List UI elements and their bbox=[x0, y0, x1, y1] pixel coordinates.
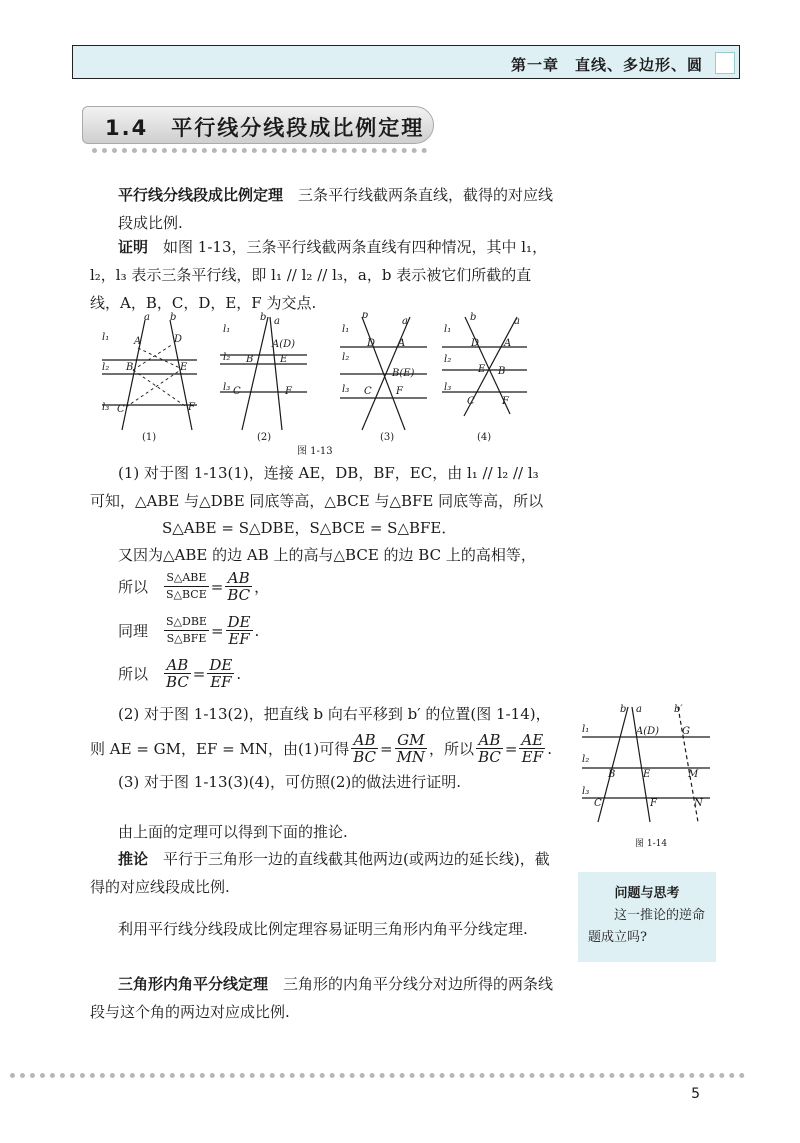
theorem-name: 平行线分线段成比例定理 bbox=[118, 186, 284, 204]
svg-text:l₁: l₁ bbox=[444, 324, 452, 335]
svg-text:l₃: l₃ bbox=[102, 402, 110, 413]
fraction-de-over-ef-2: $\frac{DE}{EF}$ bbox=[209, 656, 233, 691]
svg-text:A: A bbox=[134, 336, 142, 347]
fig13-subcaptions bbox=[142, 432, 491, 443]
svg-text:B: B bbox=[608, 769, 616, 780]
svg-text:a: a bbox=[402, 316, 408, 327]
figure-1-14-caption: 图 1-14 bbox=[635, 839, 668, 849]
svg-text:(2): (2) bbox=[257, 432, 272, 443]
svg-text:N: N bbox=[694, 798, 703, 809]
svg-text:M: M bbox=[688, 769, 699, 780]
svg-text:A: A bbox=[504, 338, 512, 349]
proof-label: 证明 bbox=[118, 238, 149, 256]
svg-text:l₁: l₁ bbox=[102, 332, 110, 343]
svg-text:l₁: l₁ bbox=[582, 724, 590, 735]
svg-text:C: C bbox=[467, 396, 475, 407]
svg-text:b: b bbox=[260, 312, 267, 323]
svg-text:l₃: l₃ bbox=[582, 786, 590, 797]
fraction-s-abe-over-s-bce: $\frac{\text{S△ABE}}{\text{S△BCE}}$ bbox=[166, 571, 207, 601]
svg-text:l₃: l₃ bbox=[342, 384, 350, 395]
corollary-label: 推论 bbox=[118, 850, 149, 868]
bisector-theorem-text: 三角形的内角平分线分对边所得的两条线段与这个角的两边对应成比例. bbox=[90, 975, 554, 1021]
page-number: 5 bbox=[691, 1086, 700, 1102]
svg-text:C: C bbox=[594, 798, 602, 809]
bisector-theorem-name: 三角形内角平分线定理 bbox=[118, 975, 269, 993]
part1-paragraph bbox=[90, 459, 556, 515]
theorem-text: 三条平行线截两条直线，截得的对应线段成比例. bbox=[118, 186, 554, 232]
svg-text:F: F bbox=[502, 396, 509, 407]
svg-text:B: B bbox=[498, 366, 506, 377]
svg-text:B(E): B(E) bbox=[392, 368, 415, 379]
svg-text:E: E bbox=[280, 354, 288, 365]
svg-text:a: a bbox=[636, 704, 642, 715]
sidebox-title: 问题与思考 bbox=[614, 886, 680, 901]
svg-text:b: b bbox=[362, 312, 369, 321]
svg-text:E: E bbox=[478, 364, 486, 375]
svg-text:b: b bbox=[170, 312, 177, 323]
svg-text:A(D): A(D) bbox=[272, 339, 296, 350]
section-title: 1.4 平行线分线段成比例定理 bbox=[105, 116, 425, 140]
svg-text:B: B bbox=[126, 362, 134, 373]
svg-text:a: a bbox=[274, 316, 280, 327]
corollary-paragraph bbox=[90, 845, 556, 901]
proof-intro-text: 如图 1-13，三条平行线截两条直线有四种情况，其中 l₁，l₂，l₃ 表示三条平行线，即 l₁ // l₂ // l₃，a，b 表示被它们所截的直线，A，B，C，D，E，F 为交点. bbox=[90, 238, 548, 312]
corollary-intro: 由上面的定理可以得到下面的推论. bbox=[118, 823, 348, 841]
svg-text:l₂: l₂ bbox=[444, 354, 452, 365]
figure-1-13 bbox=[92, 312, 552, 462]
svg-text:F: F bbox=[188, 402, 195, 413]
svg-text:C: C bbox=[364, 386, 372, 397]
svg-text:b: b bbox=[470, 312, 477, 323]
figure-1-14 bbox=[580, 702, 715, 852]
proof-paragraph bbox=[90, 233, 556, 317]
height-text-line: 又因为△ABE 的边 AB 上的高与△BCE 的边 BC 上的高相等， bbox=[118, 546, 536, 564]
fraction-s-dbe-over-s-bfe: $\frac{\text{S△DBE}}{\text{S△BFE}}$ bbox=[166, 615, 207, 645]
svg-text:a: a bbox=[514, 316, 520, 327]
svg-text:b′: b′ bbox=[674, 704, 683, 715]
svg-text:(3): (3) bbox=[380, 432, 395, 443]
svg-text:B: B bbox=[246, 354, 254, 365]
svg-text:b: b bbox=[620, 704, 627, 715]
svg-text:A: A bbox=[398, 338, 406, 349]
svg-text:E: E bbox=[180, 362, 188, 373]
header-corner-mark bbox=[715, 52, 735, 74]
svg-text:a: a bbox=[144, 312, 150, 323]
fig13-labels bbox=[102, 312, 520, 415]
figure-1-13-caption: 图 1-13 bbox=[297, 446, 333, 457]
sidebox-text: 这一推论的逆命题成立吗? bbox=[588, 908, 706, 945]
fraction-ab-over-bc: $\frac{AB}{BC}$ bbox=[227, 569, 251, 604]
svg-text:l₃: l₃ bbox=[444, 382, 452, 393]
area-equality: S△ABE = S△DBE，S△BCE = S△BFE． bbox=[162, 519, 457, 537]
part2-paragraph: (2) 对于图 1-13(2)，把直线 b 向右平移到 b′ 的位置(图 1-14)， bbox=[118, 705, 551, 723]
bisector-paragraph bbox=[90, 970, 556, 1026]
svg-text:l₂: l₂ bbox=[223, 352, 231, 363]
svg-text:C: C bbox=[117, 404, 125, 415]
svg-text:l₁: l₁ bbox=[223, 324, 231, 335]
equation-area-ratio-2: 同理 $\frac{\text{S△DBE}}{\text{S△BFE}}$ = $\frac{DE}{EF}$ . bbox=[118, 613, 260, 648]
question-sidebox bbox=[578, 872, 716, 962]
theorem-paragraph bbox=[118, 181, 556, 237]
svg-text:(1): (1) bbox=[142, 432, 157, 443]
svg-text:F: F bbox=[396, 386, 403, 397]
svg-text:l₂: l₂ bbox=[102, 362, 110, 373]
svg-text:E: E bbox=[643, 769, 651, 780]
svg-text:l₁: l₁ bbox=[342, 324, 350, 335]
svg-text:F: F bbox=[285, 386, 292, 397]
part3-paragraph: (3) 对于图 1-13(3)(4)，可仿照(2)的做法进行证明. bbox=[118, 773, 461, 791]
svg-text:l₂: l₂ bbox=[582, 754, 590, 765]
svg-text:D: D bbox=[174, 334, 183, 345]
part1-text: (1) 对于图 1-13(1)，连接 AE，DB，BF，EC，由 l₁ // l₂ // l₃ 可知，△ABE 与△DBE 同底等高，△BCE 与△BFE 同底等高，所以 bbox=[90, 464, 544, 510]
equation-conclusion: 所以 $\frac{AB}{BC}$ = $\frac{DE}{EF}$ . bbox=[118, 656, 242, 691]
chapter-header-bar bbox=[72, 45, 740, 79]
equation-area-ratio: 所以 $\frac{\text{S△ABE}}{\text{S△BCE}}$ = $\frac{AB}{BC}$ ， bbox=[118, 569, 270, 604]
fraction-de-over-ef: $\frac{DE}{EF}$ bbox=[227, 613, 251, 648]
svg-text:C: C bbox=[233, 386, 241, 397]
bisector-intro-paragraph: 利用平行线分线段成比例定理容易证明三角形内角平分线定理. bbox=[118, 920, 528, 938]
svg-text:G: G bbox=[682, 726, 690, 737]
svg-text:D: D bbox=[471, 338, 480, 349]
footer-dotted-rule bbox=[10, 1073, 745, 1078]
chapter-title: 第一章 直线、多边形、圆 bbox=[510, 56, 703, 74]
part2-equation-line: 则 AE = GM，EF = MN，由(1)可得 $\frac{AB}{BC}$ = $\frac{GM}{MN}$ ，所以 $\frac{AB}{BC}$ = $\frac{AE}{EF}$ . bbox=[90, 731, 552, 766]
fraction-ab-over-bc-2: $\frac{AB}{BC}$ bbox=[166, 656, 189, 691]
svg-text:A(D): A(D) bbox=[636, 726, 660, 737]
svg-text:F: F bbox=[650, 798, 657, 809]
svg-text:l₃: l₃ bbox=[223, 382, 231, 393]
section-dotted-rule bbox=[92, 148, 427, 153]
svg-text:l₂: l₂ bbox=[342, 352, 350, 363]
svg-text:D: D bbox=[367, 338, 376, 349]
corollary-text: 平行于三角形一边的直线截其他两边(或两边的延长线)，截得的对应线段成比例. bbox=[90, 850, 550, 896]
svg-text:(4): (4) bbox=[477, 432, 492, 443]
